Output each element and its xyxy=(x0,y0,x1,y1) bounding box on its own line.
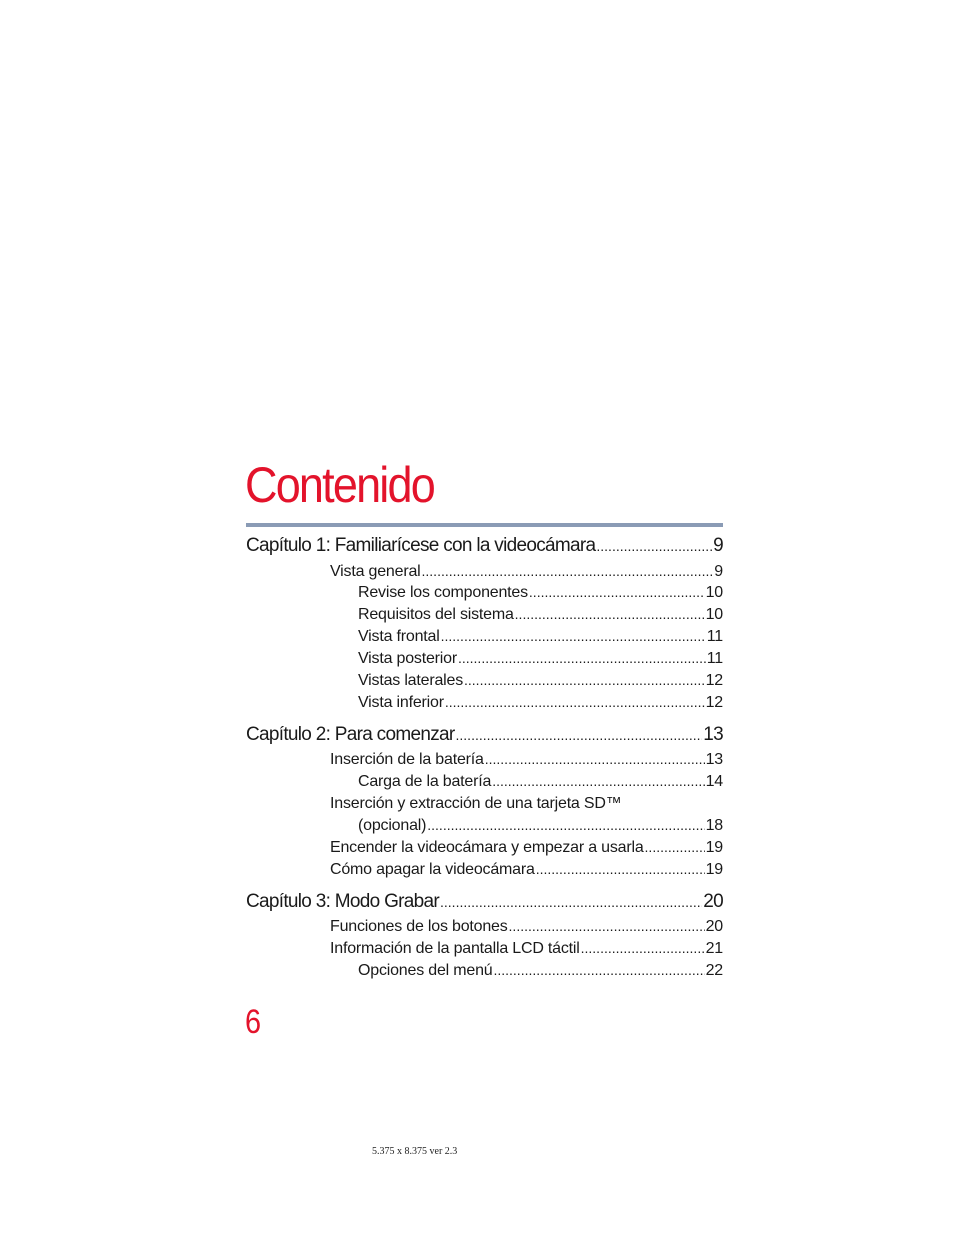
toc-entry[interactable] xyxy=(358,650,723,668)
toc-entry-label: Revise los componentes xyxy=(358,584,528,601)
toc-entry-page: 19 xyxy=(705,839,723,856)
toc-leader-dots xyxy=(441,628,706,646)
toc-entry-page: 18 xyxy=(705,817,723,834)
toc-entry[interactable] xyxy=(358,817,723,835)
toc-entry[interactable] xyxy=(330,839,723,857)
toc-entry-label: Vista frontal xyxy=(358,628,440,645)
toc-chapter-3[interactable] xyxy=(246,891,723,913)
toc-entry-page: 9 xyxy=(714,563,723,580)
toc-leader-dots xyxy=(456,724,703,746)
toc-leader-dots xyxy=(536,861,705,879)
toc-entry-label: Capítulo 3: Modo Grabar xyxy=(246,891,440,912)
toc-entry-label: Capítulo 2: Para comenzar xyxy=(246,724,455,745)
toc-entry-label: Información de la pantalla LCD táctil xyxy=(330,940,580,957)
toc-leader-dots xyxy=(509,918,705,936)
toc-entry-page: 11 xyxy=(706,628,723,645)
toc-chapter-2[interactable] xyxy=(246,724,723,746)
print-size-footer: 5.375 x 8.375 ver 2.3 xyxy=(372,1146,458,1157)
toc-entry-page: 12 xyxy=(705,672,723,689)
toc-leader-dots xyxy=(529,584,705,602)
toc-entry[interactable] xyxy=(330,861,723,879)
toc-entry-label: Opciones del menú xyxy=(358,962,493,979)
toc-leader-dots xyxy=(427,817,704,835)
toc-entry-label: Carga de la batería xyxy=(358,773,492,790)
toc-entry-label: Inserción de la batería xyxy=(330,751,484,768)
toc-entry[interactable] xyxy=(330,940,723,958)
toc-entry-page: 21 xyxy=(705,940,723,957)
toc-entry[interactable] xyxy=(358,628,723,646)
toc-entry-page: 10 xyxy=(705,606,723,623)
toc-entry-label: (opcional) xyxy=(358,817,427,834)
toc-entry-page: 13 xyxy=(705,751,723,768)
toc-leader-dots xyxy=(581,940,705,958)
toc-entry-page: 11 xyxy=(706,650,723,667)
toc-entry-page: 20 xyxy=(703,891,723,912)
toc-leader-dots xyxy=(492,773,704,791)
title-rule xyxy=(246,523,723,527)
toc-entry-page: 9 xyxy=(713,535,723,556)
toc-entry-page: 13 xyxy=(703,724,723,745)
toc-leader-dots xyxy=(485,751,705,769)
toc-entry-label: Vista inferior xyxy=(358,694,444,711)
toc-entry-label: Vista posterior xyxy=(358,650,457,667)
toc-leader-dots xyxy=(515,606,705,624)
toc-entry[interactable] xyxy=(330,918,723,936)
toc-entry-page: 22 xyxy=(705,962,723,979)
toc-entry-page: 20 xyxy=(705,918,723,935)
toc-entry[interactable] xyxy=(358,584,723,602)
toc-entry-page: 19 xyxy=(705,861,723,878)
toc-entry-label: Requisitos del sistema xyxy=(358,606,514,623)
page-title: Contenido xyxy=(245,457,434,513)
toc-entry[interactable] xyxy=(330,563,723,581)
toc-leader-dots xyxy=(645,839,705,857)
toc-entry-label: Funciones de los botones xyxy=(330,918,508,935)
toc-entry[interactable] xyxy=(358,694,723,712)
toc-leader-dots xyxy=(458,650,706,668)
toc-leader-dots xyxy=(445,694,705,712)
toc-entry-first-line[interactable] xyxy=(330,795,622,813)
toc-entry[interactable] xyxy=(358,773,723,791)
toc-entry[interactable] xyxy=(358,672,723,690)
toc-leader-dots xyxy=(464,672,705,690)
toc-entry-page: 12 xyxy=(705,694,723,711)
toc-entry-page: 10 xyxy=(705,584,723,601)
toc-chapter-1[interactable] xyxy=(246,535,723,557)
toc-entry-label: Capítulo 1: Familiarícese con la videocámara xyxy=(246,535,596,556)
toc-leader-dots xyxy=(596,535,712,557)
toc-leader-dots xyxy=(422,563,714,581)
toc-entry[interactable] xyxy=(330,751,723,769)
page-number: 6 xyxy=(245,1003,262,1041)
toc-entry-label: Inserción y extracción de una tarjeta SD™ xyxy=(330,795,622,812)
toc-entry[interactable] xyxy=(358,606,723,624)
toc-entry-label: Vista general xyxy=(330,563,421,580)
toc-entry-label: Encender la videocámara y empezar a usarla xyxy=(330,839,644,856)
toc-leader-dots xyxy=(493,962,704,980)
toc-leader-dots xyxy=(440,891,702,913)
toc-entry-page: 14 xyxy=(705,773,723,790)
toc-entry[interactable] xyxy=(358,962,723,980)
toc-entry-label: Cómo apagar la videocámara xyxy=(330,861,535,878)
toc-entry-label: Vistas laterales xyxy=(358,672,464,689)
